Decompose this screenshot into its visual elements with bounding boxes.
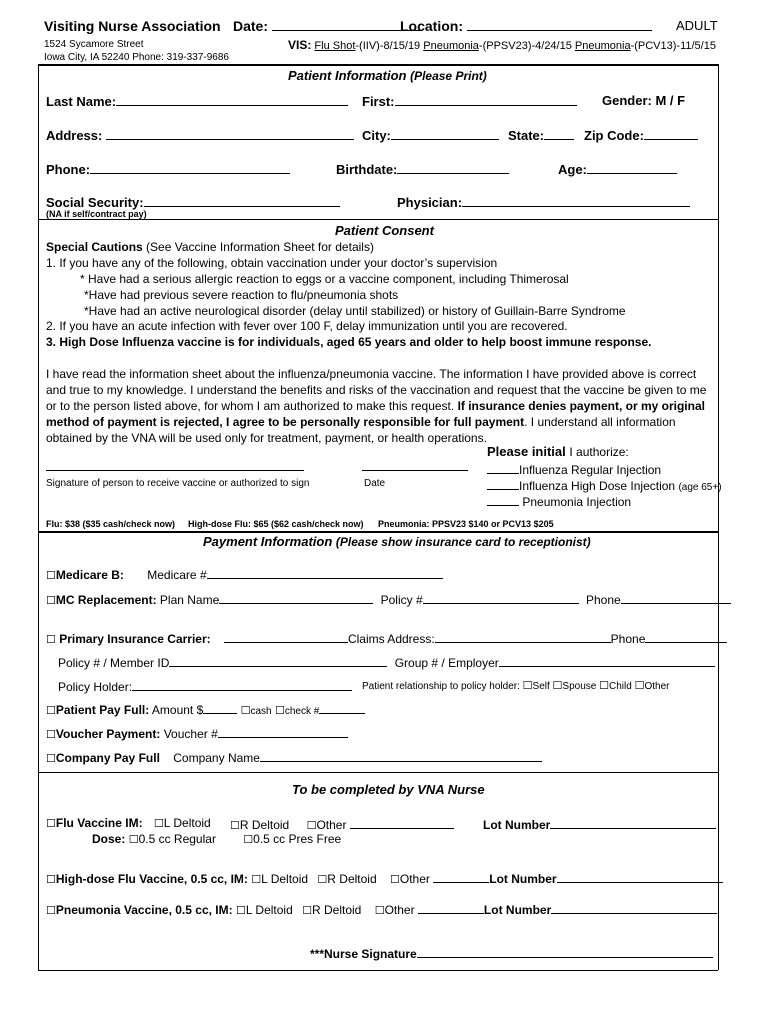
caution-item-1: 1. If you have any of the following, obtain vaccination under your doctor’s supervision bbox=[46, 256, 498, 270]
flu-lot-field[interactable] bbox=[550, 816, 716, 829]
checkbox-icon[interactable]: ☐ bbox=[552, 679, 563, 692]
nurse-signature-row: ***Nurse Signature bbox=[310, 945, 713, 961]
checkbox-icon[interactable]: ☐ bbox=[634, 679, 645, 692]
checkbox-icon[interactable]: ☐ bbox=[230, 819, 240, 832]
claims-address-field[interactable] bbox=[435, 630, 611, 643]
birthdate-field[interactable] bbox=[397, 161, 509, 174]
divider bbox=[38, 772, 718, 773]
dose-row: Dose: ☐0.5 cc Regular ☐0.5 cc Pres Free bbox=[92, 832, 342, 846]
checkbox-icon[interactable]: ☐ bbox=[240, 704, 251, 717]
last-name-label: Last Name: bbox=[46, 93, 348, 109]
city-field[interactable] bbox=[391, 127, 499, 140]
signature-field[interactable] bbox=[46, 458, 304, 471]
checkbox-icon[interactable]: ☐ bbox=[235, 904, 246, 917]
checkbox-icon[interactable]: ☐ bbox=[46, 594, 56, 607]
member-id-row: Policy # / Member ID Group # / Employer bbox=[58, 654, 715, 670]
org-name: Visiting Nurse Association bbox=[44, 18, 221, 34]
nurse-signature-field[interactable] bbox=[417, 945, 713, 958]
pneumonia-row: ☐Pneumonia Vaccine, 0.5 cc, IM: ☐L Deltoid ☐R Deltoid ☐Other Lot Number bbox=[46, 901, 717, 917]
pneu-other-field[interactable] bbox=[418, 901, 484, 914]
checkbox-icon[interactable]: ☐ bbox=[128, 833, 139, 846]
zip-field[interactable] bbox=[644, 127, 698, 140]
signature-date-field[interactable] bbox=[362, 458, 468, 471]
state-field[interactable] bbox=[544, 127, 574, 140]
mc-replacement-row: ☐MC Replacement: Plan Name Policy # Phone bbox=[46, 591, 731, 607]
hd-lot-field[interactable] bbox=[557, 870, 723, 883]
flu-vaccine-row: ☐Flu Vaccine IM: ☐L Deltoid bbox=[46, 816, 211, 830]
checkbox-icon[interactable]: ☐ bbox=[390, 873, 400, 886]
flu-other-field[interactable] bbox=[350, 816, 454, 829]
patient-info-title: Patient Information (Please Print) bbox=[288, 68, 487, 83]
state-label: State: bbox=[508, 127, 574, 143]
age-label: Age: bbox=[558, 161, 677, 177]
header-divider bbox=[38, 64, 718, 66]
pneu-lot-field[interactable] bbox=[551, 901, 717, 914]
form-type: ADULT bbox=[676, 18, 718, 33]
checkbox-icon[interactable]: ☐ bbox=[46, 873, 56, 886]
company-name-field[interactable] bbox=[260, 749, 542, 762]
carrier-phone-field[interactable] bbox=[645, 630, 727, 643]
vis-line: VIS: Flu Shot-(IIV)-8/15/19 Pneumonia-(PPSV23)-4/24/15 Pneumonia-(PCV13)-11/5/15 bbox=[288, 38, 716, 52]
caution-item-1c: *Have had an active neurological disorder (delay until stabilized) or history of Guillain-Barre Syndrome bbox=[84, 304, 626, 318]
physician-field[interactable] bbox=[462, 194, 690, 207]
phone-label: Phone: bbox=[46, 161, 290, 177]
divider bbox=[38, 531, 718, 533]
checkbox-icon[interactable]: ☐ bbox=[46, 817, 56, 830]
checkbox-icon[interactable]: ☐ bbox=[46, 752, 56, 765]
checkbox-icon[interactable]: ☐ bbox=[599, 679, 609, 692]
location-field[interactable] bbox=[467, 18, 652, 31]
primary-insurance-row: ☐ Primary Insurance Carrier: Claims Address: Phone bbox=[46, 630, 727, 646]
caution-item-1b: *Have had previous severe reaction to flu/pneumonia shots bbox=[84, 288, 399, 302]
policy-holder-row: Policy Holder: bbox=[58, 678, 352, 694]
age-field[interactable] bbox=[587, 161, 677, 174]
checkbox-icon[interactable]: ☐ bbox=[317, 873, 328, 886]
consent-title: Patient Consent bbox=[335, 223, 434, 238]
auth-pneumonia-initial[interactable] bbox=[487, 493, 519, 506]
checkbox-icon[interactable]: ☐ bbox=[46, 704, 56, 717]
auth-regular: Influenza Regular Injection bbox=[487, 461, 661, 477]
checkbox-icon[interactable]: ☐ bbox=[243, 833, 254, 846]
carrier-field[interactable] bbox=[224, 630, 348, 643]
street-address: 1524 Sycamore Street bbox=[44, 39, 144, 50]
amount-field[interactable] bbox=[203, 701, 237, 714]
checkbox-icon[interactable]: ☐ bbox=[46, 569, 56, 582]
checkbox-icon[interactable]: ☐ bbox=[46, 728, 56, 741]
caution-item-3: 3. High Dose Influenza vaccine is for individuals, aged 65 years and older to help boost immune response. bbox=[46, 335, 652, 349]
price-flu: Flu: $38 ($35 cash/check now) bbox=[46, 519, 176, 529]
checkbox-icon[interactable]: ☐ bbox=[274, 704, 285, 717]
payment-title: Payment Information (Please show insurance card to receptionist) bbox=[203, 534, 591, 549]
date-label: Date: bbox=[233, 18, 422, 34]
address-label: Address: bbox=[46, 127, 354, 143]
auth-pneumonia: Pneumonia Injection bbox=[487, 493, 631, 509]
ssn-note: (NA if self/contract pay) bbox=[46, 209, 147, 219]
checkbox-icon[interactable]: ☐ bbox=[302, 904, 312, 917]
bottom-border bbox=[38, 970, 718, 971]
checkbox-icon[interactable]: ☐ bbox=[46, 633, 56, 646]
medicare-number-field[interactable] bbox=[207, 566, 443, 579]
hd-other-field[interactable] bbox=[433, 870, 489, 883]
ssn-label: Social Security: bbox=[46, 194, 340, 210]
price-high-dose: High-dose Flu: $65 ($62 cash/check now) bbox=[188, 519, 364, 529]
auth-high-dose: Influenza High Dose Injection (age 65+) bbox=[487, 477, 722, 493]
divider bbox=[38, 219, 718, 220]
checkbox-icon[interactable]: ☐ bbox=[46, 904, 56, 917]
voucher-row: ☐Voucher Payment: Voucher # bbox=[46, 725, 348, 741]
right-border bbox=[718, 64, 719, 970]
policy-number-field[interactable] bbox=[423, 591, 579, 604]
physician-label: Physician: bbox=[397, 194, 690, 210]
left-border bbox=[38, 64, 39, 970]
address-field[interactable] bbox=[106, 127, 354, 140]
caution-item-1a: * Have had a serious allergic reaction to eggs or a vaccine component, including Thimerosal bbox=[80, 272, 569, 286]
policy-holder-field[interactable] bbox=[132, 678, 352, 691]
high-dose-row: ☐High-dose Flu Vaccine, 0.5 cc, IM: ☐L Deltoid ☐R Deltoid ☐Other Lot Number bbox=[46, 870, 723, 886]
auth-high-dose-initial[interactable] bbox=[487, 477, 519, 490]
phone-field[interactable] bbox=[90, 161, 290, 174]
please-initial: Please initial I authorize: bbox=[487, 444, 629, 459]
signature-date-label: Date bbox=[364, 478, 386, 489]
caution-item-2: 2. If you have an acute infection with fever over 100 F, delay immunization until you are recovered. bbox=[46, 319, 568, 333]
checkbox-icon[interactable]: ☐ bbox=[522, 679, 533, 692]
flu-lot-row: Lot Number bbox=[483, 816, 716, 832]
location-label: Location: bbox=[400, 18, 652, 34]
city-label: City: bbox=[362, 127, 499, 143]
medicare-row: ☐Medicare B: Medicare # bbox=[46, 566, 443, 582]
relationship-row: Patient relationship to policy holder: ☐Self ☐Spouse ☐Child ☐Other bbox=[362, 679, 670, 692]
checkbox-icon[interactable]: ☐ bbox=[306, 819, 317, 832]
checkbox-icon[interactable]: ☐ bbox=[374, 904, 385, 917]
flu-site-row: ☐R Deltoid ☐Other bbox=[230, 816, 454, 832]
nurse-title: To be completed by VNA Nurse bbox=[292, 782, 485, 797]
mc-phone-field[interactable] bbox=[621, 591, 731, 604]
first-name-field[interactable] bbox=[395, 93, 577, 106]
birthdate-label: Birthdate: bbox=[336, 161, 509, 177]
price-pneumonia: Pneumonia: PPSV23 $140 or PCV13 $205 bbox=[378, 519, 554, 529]
voucher-number-field[interactable] bbox=[218, 725, 348, 738]
company-row: ☐Company Pay Full Company Name bbox=[46, 749, 542, 765]
group-field[interactable] bbox=[499, 654, 715, 667]
gender-label: Gender: M / F bbox=[602, 93, 686, 108]
checkbox-icon[interactable]: ☐ bbox=[153, 817, 164, 830]
ssn-field[interactable] bbox=[144, 194, 340, 207]
city-phone: Iowa City, IA 52240 Phone: 319-337-9686 bbox=[44, 52, 229, 63]
first-name-label: First: bbox=[362, 93, 577, 109]
zip-label: Zip Code: bbox=[584, 127, 698, 143]
check-number-field[interactable] bbox=[319, 701, 365, 714]
consent-paragraph: I have read the information sheet about the influenza/pneumonia vaccine. The information I have provided above is correct and true to my knowledge. I understand the benefits and risks of the vaccination and request that the vaccine be given to me or to the person listed above, for whom I am authorized to make this request. If insurance denies payment, or my original method of payment is rejected, I agree to be personally responsible for full payment. I understand all information obtained by the VNA will be used only for treatment, payment, or health operations. bbox=[46, 367, 707, 445]
last-name-field[interactable] bbox=[116, 93, 348, 106]
plan-name-field[interactable] bbox=[219, 591, 373, 604]
pay-full-row: ☐Patient Pay Full: Amount $ ☐cash ☐check # bbox=[46, 701, 365, 717]
auth-regular-initial[interactable] bbox=[487, 461, 519, 474]
checkbox-icon[interactable]: ☐ bbox=[251, 873, 262, 886]
signature-label: Signature of person to receive vaccine or authorized to sign bbox=[46, 478, 310, 489]
member-id-field[interactable] bbox=[169, 654, 387, 667]
special-cautions: Special Cautions (See Vaccine Information Sheet for details) bbox=[46, 240, 374, 254]
